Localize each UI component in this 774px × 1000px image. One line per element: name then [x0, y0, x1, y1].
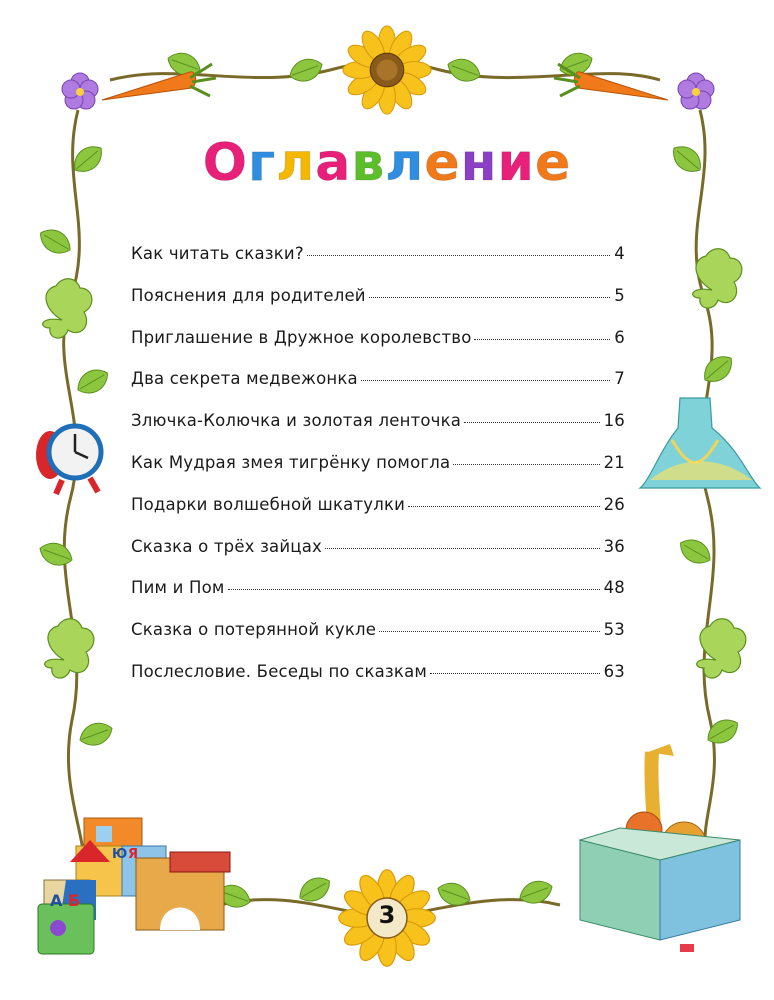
- toc-leader-dots: [325, 548, 600, 549]
- toc-entry[interactable]: [131, 662, 625, 704]
- toc-entry-title: Как читать сказки?: [131, 244, 304, 263]
- toc-entry[interactable]: [131, 453, 625, 495]
- toc-entry[interactable]: [131, 328, 625, 370]
- toc-entry-page: 26: [603, 494, 625, 514]
- toy-box-giraffe: [580, 744, 740, 952]
- block-letter-ya: Я: [128, 847, 139, 862]
- toc-leader-dots: [379, 631, 599, 632]
- toc-entry-title: Пим и Пом: [131, 578, 225, 598]
- title-letter: е: [424, 133, 461, 193]
- toc-entry-page: 7: [614, 369, 625, 389]
- title-letter: а: [315, 133, 352, 193]
- toc-leader-dots: [408, 506, 600, 507]
- toc-entry[interactable]: [131, 620, 625, 662]
- toc-entry-page: 5: [614, 285, 625, 305]
- toc-entry-title: Послесловие. Беседы по сказкам: [131, 661, 428, 681]
- title-letter: и: [497, 133, 535, 193]
- toc-leader-dots: [369, 297, 611, 298]
- toy-blocks: [38, 818, 230, 954]
- toc-entry-page: 53: [603, 620, 625, 640]
- toc-entry[interactable]: [131, 286, 625, 328]
- toc-leader-dots: [430, 673, 600, 674]
- table-of-contents: [131, 244, 625, 704]
- toc-entry-title: Сказка о потерянной кукле: [131, 620, 377, 640]
- toc-entry[interactable]: [131, 369, 625, 411]
- block-letter-b: Б: [68, 891, 81, 910]
- toc-entry-page: 21: [603, 452, 625, 472]
- alarm-clock: [36, 426, 101, 494]
- toc-entry-page: 48: [603, 578, 625, 598]
- toc-entry-page: 36: [603, 536, 625, 556]
- title-letter: е: [534, 133, 572, 193]
- block-letter-a: А: [50, 891, 63, 910]
- title-letter: О: [202, 133, 248, 193]
- title-letter: н: [460, 133, 498, 193]
- page-number: 3: [378, 901, 396, 929]
- toc-entry-page: 6: [614, 327, 625, 347]
- toc-leader-dots: [307, 255, 611, 256]
- dress: [640, 398, 760, 488]
- block-letter-yu: Ю: [112, 847, 128, 862]
- toc-leader-dots: [474, 339, 610, 340]
- toc-leader-dots: [228, 589, 600, 590]
- toc-entry[interactable]: [131, 244, 625, 286]
- toc-entry-title: Как Мудрая змея тигрёнку помогла: [131, 452, 451, 472]
- toc-entry-page: 63: [603, 661, 625, 681]
- toc-entry-title: Пояснения для родителей: [131, 285, 366, 305]
- toc-entry[interactable]: [131, 411, 625, 453]
- title-letter: л: [385, 133, 425, 193]
- toc-leader-dots: [453, 464, 599, 465]
- toc-entry-title: Подарки волшебной шкатулки: [131, 494, 406, 514]
- toc-leader-dots: [464, 422, 599, 423]
- title-letter: в: [351, 133, 386, 193]
- page-title: [0, 128, 774, 198]
- title-letter: г: [247, 133, 277, 193]
- toc-entry-title: Два секрета медвежонка: [131, 369, 358, 389]
- title-letter: л: [276, 133, 316, 193]
- toc-entry-title: Сказка о трёх зайцах: [131, 536, 322, 556]
- toc-entry-page: 16: [603, 411, 625, 431]
- toc-entry-page: 4: [614, 244, 625, 263]
- toc-entry[interactable]: [131, 537, 625, 579]
- toc-entry[interactable]: [131, 578, 625, 620]
- toc-entry-title: Приглашение в Дружное королевство: [131, 327, 472, 347]
- toc-entry[interactable]: [131, 495, 625, 537]
- toc-entry-title: Злючка-Колючка и золотая ленточка: [131, 411, 462, 431]
- toc-leader-dots: [361, 380, 610, 381]
